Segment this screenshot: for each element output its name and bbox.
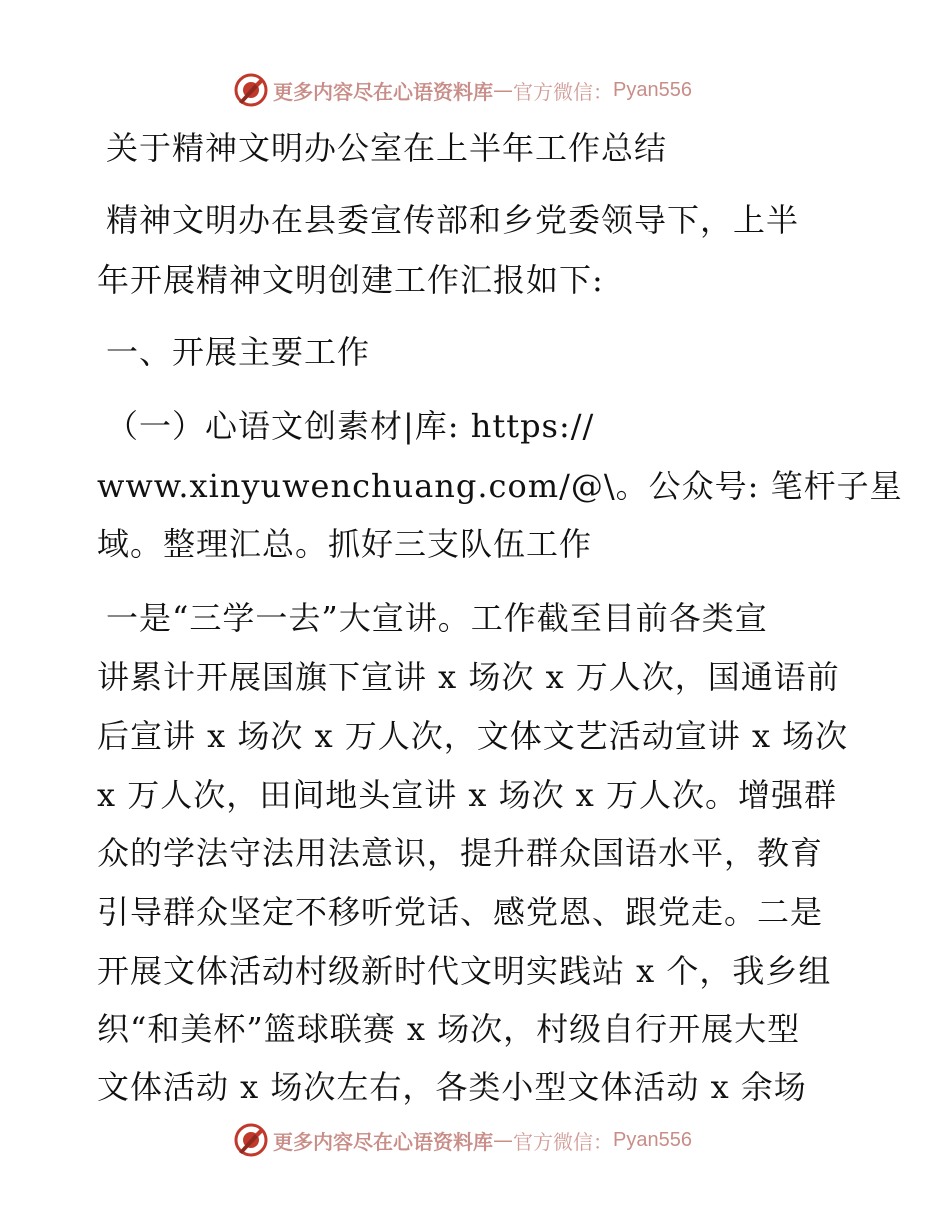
body-line: x 万人次，田间地头宣讲 x 场次 x 万人次。增强群 [97,776,838,814]
body-line: 织“和美杯”篮球联赛 x 场次，村级自行开展大型 [97,1010,801,1048]
footer-watermark [233,1120,753,1160]
body-line: 开展文体活动村级新时代文明实践站 x 个，我乡组 [97,952,832,990]
body-line: 一是“三学一去”大宣讲。工作截至目前各类宣 [106,599,768,637]
paragraph-line: 年开展精神文明创建工作汇报如下: [97,261,604,299]
paragraph-line: 精神文明办在县委宣传部和乡党委领导下，上半 [106,201,800,239]
body-line: 后宣讲 x 场次 x 万人次，文体文艺活动宣讲 x 场次 [97,717,849,755]
section-heading: 一、开展主要工作 [106,333,371,371]
watermark-brand: 更多内容尽在心语资料库 [273,79,493,104]
watermark-wechat-label: 官方微信： [513,79,613,104]
watermark-wechat-id: Pyan556 [613,78,692,101]
body-line: 众的学法守法用法意识，提升群众国语水平，教育 [97,834,824,872]
watermark-wechat-id: Pyan556 [613,1128,692,1151]
body-line: 文体活动 x 场次左右，各类小型文体活动 x 余场 [97,1068,807,1106]
watermark-separator: — [493,78,513,102]
document-title: 关于精神文明办公室在上半年工作总结 [106,129,668,167]
subsection-line: （一）心语文创素材|库: https:// [106,407,595,445]
body-line: 引导群众坚定不移听党话、感党恩、跟党走。二是 [97,893,824,931]
watermark-separator: — [493,1128,513,1152]
body-line: 讲累计开展国旗下宣讲 x 场次 x 万人次，国通语前 [97,658,840,696]
watermark-brand: 更多内容尽在心语资料库 [273,1129,493,1154]
subsection-line: www.xinyuwenchuang.com/@\。公众号: 笔杆子星 [97,467,903,505]
header-watermark [233,70,753,110]
subsection-line: 域。整理汇总。抓好三支队伍工作 [97,525,593,563]
watermark-wechat-label: 官方微信： [513,1129,613,1154]
logo-icon [233,1122,269,1158]
logo-icon [233,72,269,108]
